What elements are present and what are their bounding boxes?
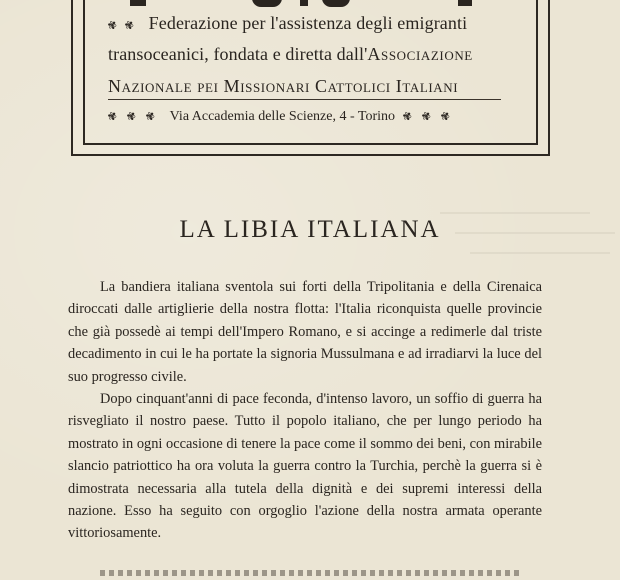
header-line-2 — [108, 43, 473, 65]
article-paragraph-1: La bandiera italiana sventola sui forti della Tripolitania e della Cirenaica diroccati dalle artiglierie della nostra flotta: l'Italia riconquista quelle provincie che già possedè ai tempi dell'Impero Romano, e si accinge a redimerle dal triste decadimento in cui le ha portate la signoria Mussulmana e ad irradiarvi la luce del suo progresso civile. — [68, 279, 542, 385]
fleuron-icon: ✾ — [400, 108, 414, 125]
fleuron-icon: ✾ — [125, 108, 139, 125]
cut-title-glyph — [130, 0, 146, 6]
article-paragraph-2: Dopo cinquant'anni di pace feconda, d'intenso lavoro, un soffio di guerra ha risvegliato il nostro paese. Tutto il popolo italiano, che per lungo periodo ha mostrato in ogni occasione di tenere la pace come il sommo dei beni, con mirabile slancio patriottico ha ora voluta la guerra contro la Turchia, perchè la guerra si è dimostrata necessaria alla tutela della dignità e dei supremi interessi della nazione. Esso ha seguito con orgoglio l'azione della nostra armata operante vittoriosamente. — [68, 391, 542, 542]
article-body — [68, 276, 542, 545]
header-rule — [108, 99, 501, 100]
header-line-3 — [108, 75, 458, 97]
association-word: Associazione — [367, 44, 473, 64]
header-address-line — [105, 108, 461, 126]
show-through-mark — [470, 252, 610, 254]
fleuron-icon: ✾ — [105, 17, 120, 34]
fleuron-icon: ✾ — [123, 17, 137, 34]
cut-title-glyph — [458, 0, 472, 6]
cut-title-glyph — [300, 0, 308, 6]
fleuron-icon: ✾ — [439, 108, 453, 125]
association-name: Nazionale pei Missionari Cattolici Italiani — [108, 76, 459, 96]
header-line-1 — [105, 12, 468, 37]
address-text: Via Accademia delle Scienze, 4 - Torino — [169, 109, 395, 124]
show-through-mark — [440, 212, 590, 214]
fleuron-icon: ✾ — [420, 108, 434, 125]
cut-off-next-line — [100, 570, 520, 576]
fleuron-icon: ✾ — [105, 108, 119, 125]
federation-description-cont: transoceanici, fondata e diretta dall' — [108, 44, 368, 64]
article-title: LA LIBIA ITALIANA — [179, 216, 441, 243]
fleuron-icon: ✾ — [144, 108, 158, 125]
federation-description: Federazione per l'assistenza degli emigranti — [148, 13, 468, 33]
